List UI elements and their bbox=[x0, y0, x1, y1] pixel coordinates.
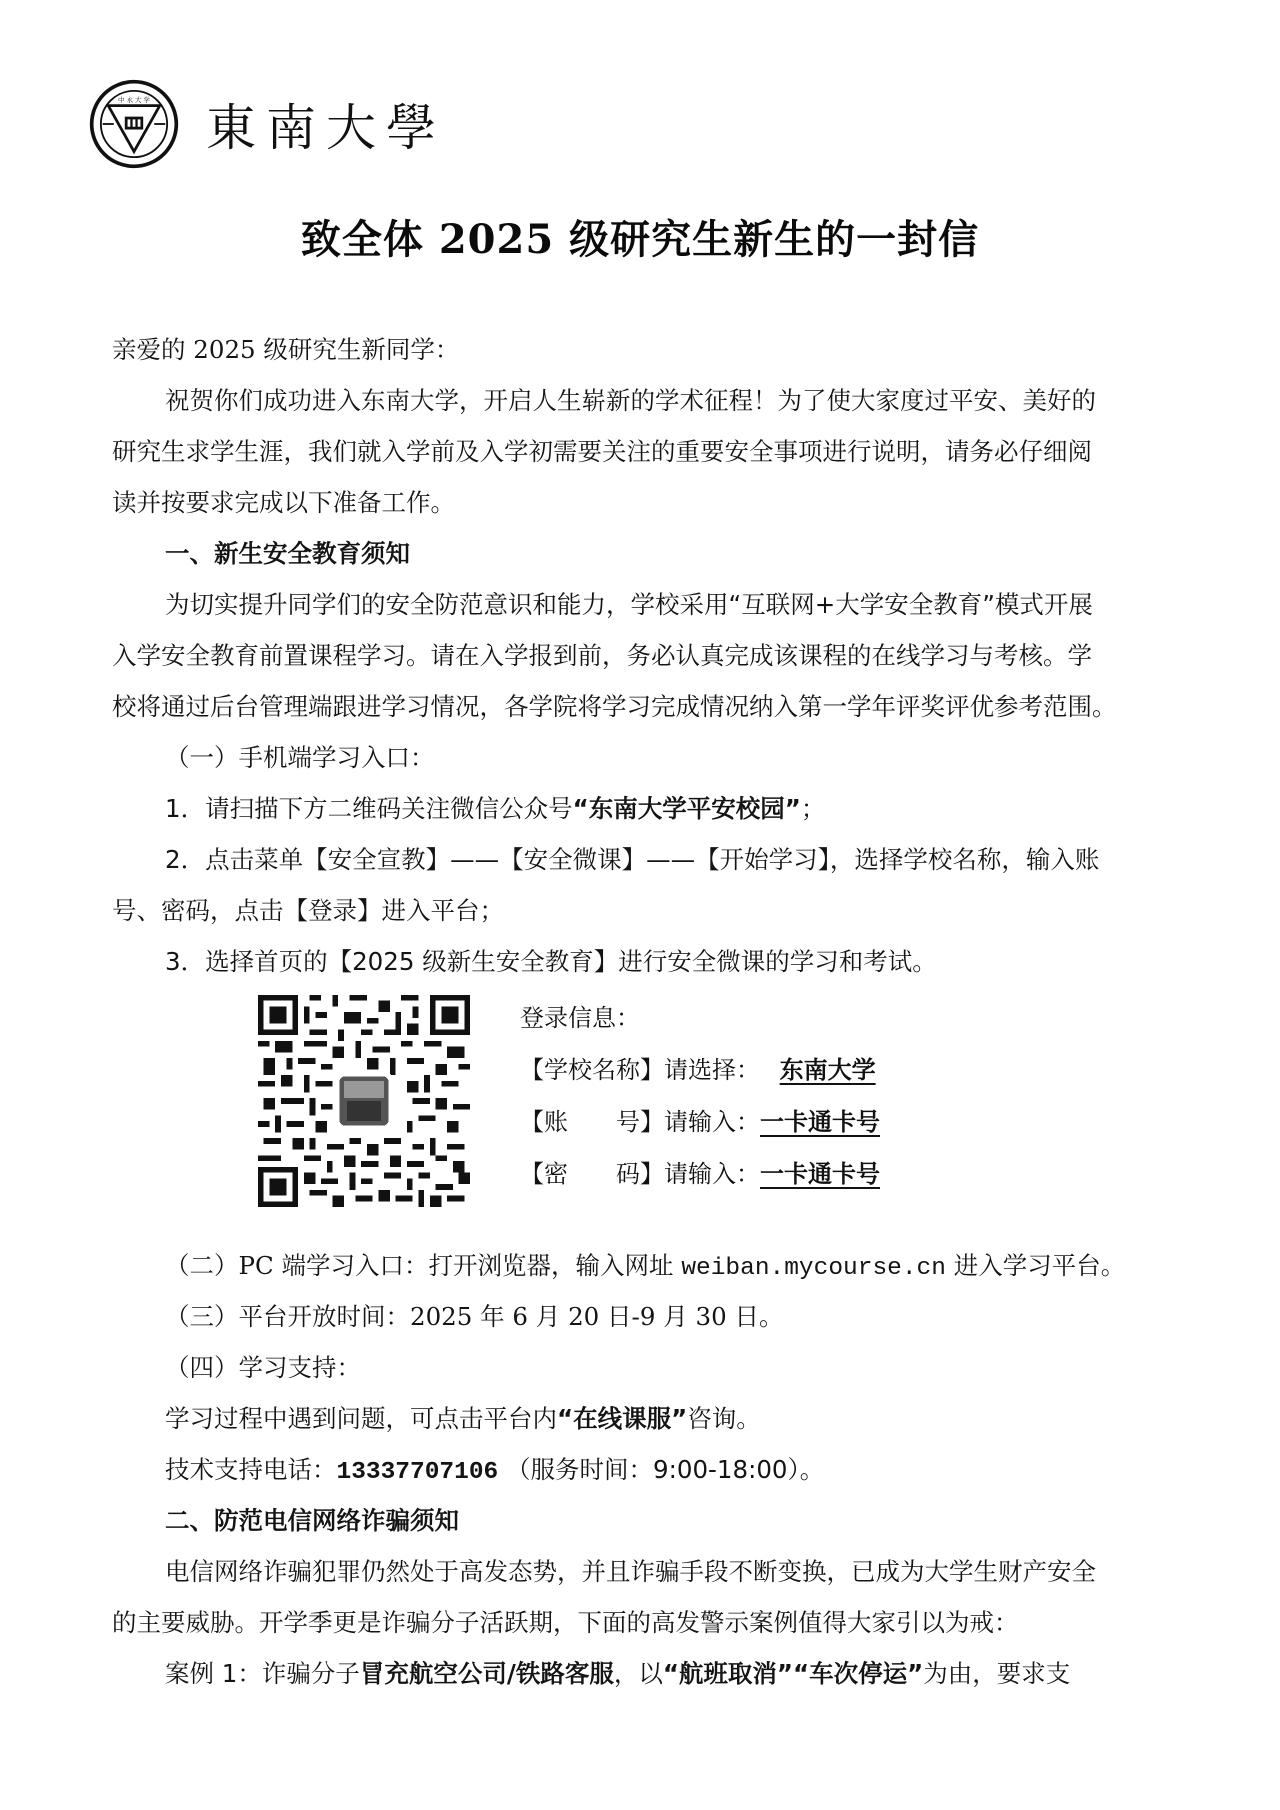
login-row-school bbox=[520, 1054, 888, 1086]
support-phone-number: 13337707106 bbox=[336, 1459, 499, 1486]
mobile-step-2-line-1: 2．点击菜单【安全宣教】——【安全微课】——【开始学习】，选择学校名称，输入账 bbox=[165, 845, 1100, 874]
university-name: 東南大學 bbox=[206, 99, 446, 157]
pc-entry-suffix: 进入学习平台。 bbox=[945, 1251, 1126, 1280]
support-online-suffix: 咨询。 bbox=[687, 1404, 761, 1433]
mobile-step-2-line-2: 号、密码，点击【登录】进入平台； bbox=[112, 896, 504, 925]
section-1-para-line-3: 校将通过后台管理端跟进学习情况，各学院将学习完成情况纳入第一学年评奖评优参考范围。 bbox=[112, 692, 1117, 721]
mobile-entry-heading: （一）手机端学习入口： bbox=[165, 743, 435, 772]
login-label-password: 【密 码】 bbox=[520, 1160, 664, 1188]
case-1-pretext: “航班取消”“车次停运” bbox=[662, 1659, 924, 1688]
mobile-step-1 bbox=[165, 792, 1229, 826]
mobile-step-1-text: 1．请扫描下方二维码关注微信公众号 bbox=[165, 794, 573, 823]
support-phone bbox=[165, 1453, 1229, 1490]
section-2-para-line-2: 的主要威胁。开学季更是诈骗分子活跃期，下面的高发警示案例值得大家引以为戒： bbox=[112, 1608, 1019, 1637]
case-1 bbox=[165, 1657, 1229, 1691]
support-online bbox=[165, 1402, 1229, 1436]
intro-line-2: 研究生求学生涯，我们就入学前及入学初需要关注的重要安全事项进行说明，请务必仔细阅 bbox=[112, 437, 1092, 466]
university-logo bbox=[88, 78, 446, 170]
platform-url-link[interactable]: weiban.mycourse.cn bbox=[681, 1255, 946, 1282]
login-hint-password: 请输入： bbox=[664, 1160, 760, 1188]
online-service-name: “在线课服” bbox=[557, 1404, 688, 1433]
login-value-school: 东南大学 bbox=[779, 1056, 876, 1084]
case-1-impersonation: 冒充航空公司/铁路客服 bbox=[359, 1659, 614, 1688]
support-phone-label: 技术支持电话： bbox=[165, 1455, 337, 1484]
pc-entry-text: （二）PC 端学习入口：打开浏览器，输入网址 bbox=[165, 1251, 682, 1280]
support-online-text: 学习过程中遇到问题，可点击平台内 bbox=[165, 1404, 557, 1433]
wechat-qr-code[interactable] bbox=[258, 995, 470, 1207]
login-info-heading: 登录信息： bbox=[520, 1004, 640, 1032]
login-label-school: 【学校名称】 bbox=[520, 1056, 664, 1084]
section-1-para-line-2: 入学安全教育前置课程学习。请在入学报到前，务必认真完成该课程的在线学习与考核。学 bbox=[112, 641, 1092, 670]
section-2-para-line-1: 电信网络诈骗犯罪仍然处于高发态势，并且诈骗手段不断变换，已成为大学生财产安全 bbox=[165, 1557, 1096, 1586]
section-2-heading: 二、防范电信网络诈骗须知 bbox=[165, 1506, 459, 1535]
punctuation: ； bbox=[800, 794, 826, 823]
login-label-account: 【账 号】 bbox=[520, 1108, 664, 1136]
pc-entry bbox=[165, 1249, 1229, 1286]
case-1-suffix: 为由，要求支 bbox=[923, 1659, 1071, 1688]
support-heading: （四）学习支持： bbox=[165, 1353, 361, 1382]
university-seal-icon bbox=[88, 78, 180, 170]
platform-open-time: （三）平台开放时间：2025 年 6 月 20 日-9 月 30 日。 bbox=[165, 1302, 784, 1331]
section-1-heading: 一、新生安全教育须知 bbox=[165, 539, 410, 568]
login-row-account bbox=[520, 1106, 880, 1138]
letter-title: 致全体 2025 级研究生新生的一封信 bbox=[300, 216, 980, 263]
mobile-step-3: 3．选择首页的【2025 级新生安全教育】进行安全微课的学习和考试。 bbox=[165, 947, 937, 976]
login-value-account: 一卡通卡号 bbox=[760, 1108, 880, 1136]
login-row-password bbox=[520, 1158, 880, 1190]
intro-line-1: 祝贺你们成功进入东南大学，开启人生崭新的学术征程！为了使大家度过平安、美好的 bbox=[165, 386, 1096, 415]
salutation: 亲爱的 2025 级研究生新同学： bbox=[112, 335, 460, 364]
login-value-password: 一卡通卡号 bbox=[760, 1160, 880, 1188]
case-1-connector: ，以 bbox=[613, 1659, 663, 1688]
support-hours: （服务时间：9:00-18:00）。 bbox=[506, 1455, 825, 1484]
svg-text:中 永 大 学: 中 永 大 学 bbox=[118, 95, 150, 104]
wechat-account-name: “东南大学平安校园” bbox=[572, 794, 801, 823]
intro-line-3: 读并按要求完成以下准备工作。 bbox=[112, 488, 455, 517]
login-hint-account: 请输入： bbox=[664, 1108, 760, 1136]
case-1-label: 案例 1：诈骗分子 bbox=[165, 1659, 360, 1688]
login-hint-school: 请选择： bbox=[664, 1056, 760, 1084]
section-1-para-line-1: 为切实提升同学们的安全防范意识和能力，学校采用“互联网+大学安全教育”模式开展 bbox=[165, 590, 1093, 619]
